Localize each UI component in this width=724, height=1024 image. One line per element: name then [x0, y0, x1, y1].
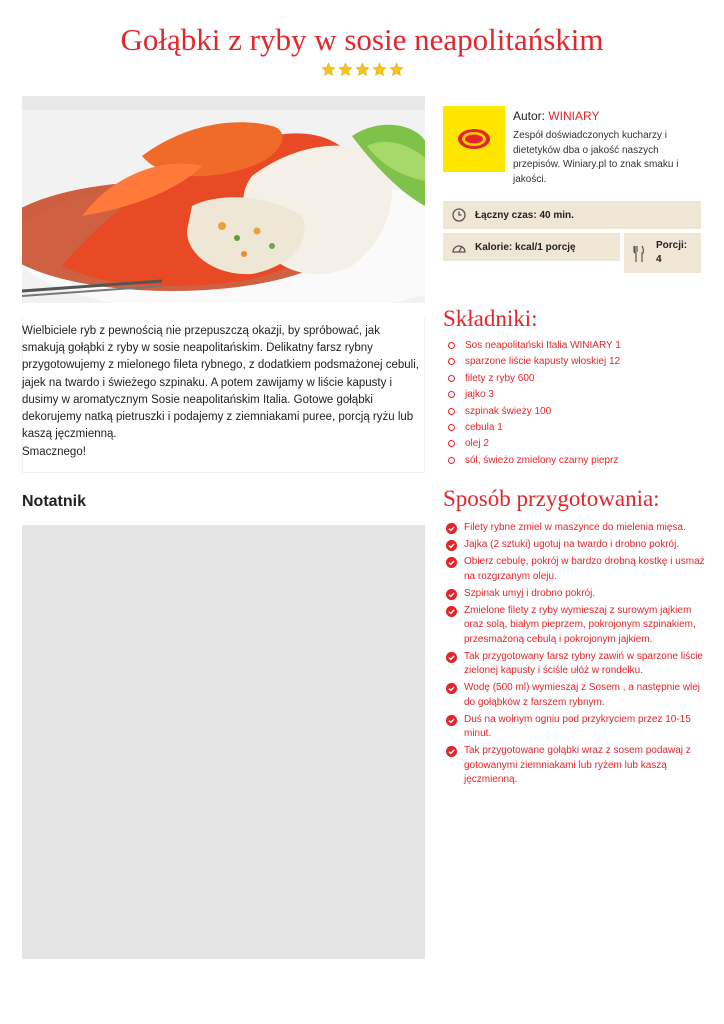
- check-circle-icon: [446, 746, 457, 757]
- step-text: Jajka (2 sztuki) ugotuj na twardo i drobno pokrój.: [464, 539, 680, 550]
- ingredient-item: [448, 373, 708, 389]
- star-icon: [338, 62, 353, 77]
- ingredient-text: sparzone liście kapusty włoskiej 12: [465, 356, 621, 368]
- notes-title: Notatnik: [22, 493, 86, 510]
- preparation-step: [446, 650, 706, 679]
- preparation-steps: [446, 521, 706, 790]
- author-line: [513, 109, 599, 123]
- preparation-step: [446, 538, 706, 553]
- preparation-step: [446, 587, 706, 602]
- ingredient-text: jajko 3: [465, 389, 494, 401]
- step-text: Obierz cebulę, pokrój w bardzo drobną kostkę i usmaż na rozgrzanym oleju.: [464, 556, 705, 582]
- portions-value: 4: [656, 254, 662, 265]
- recipe-title: Gołąbki z ryby w sosie neapolitańskim: [120, 22, 604, 57]
- author-section: [443, 106, 701, 188]
- preparation-step: [446, 555, 706, 584]
- ingredient-text: sól, świeżo zmielony czarny pieprz: [465, 454, 619, 466]
- step-text: Szpinak umyj i drobno pokrój.: [464, 587, 596, 599]
- circle-bullet-icon: [448, 375, 455, 382]
- check-circle-icon: [446, 540, 457, 551]
- star-icon: [372, 62, 387, 77]
- preparation-step: [446, 521, 706, 536]
- circle-bullet-icon: [448, 424, 455, 431]
- winiary-logo: [443, 106, 505, 172]
- check-circle-icon: [446, 557, 457, 568]
- cutlery-icon: [633, 245, 645, 263]
- ingredients-list: [448, 340, 708, 471]
- ingredient-item: [448, 389, 708, 405]
- circle-bullet-icon: [448, 457, 455, 464]
- ingredient-text: cebula 1: [465, 421, 503, 433]
- preparation-step: [446, 604, 706, 648]
- calories-label: Kalorie: kcal/1 porcję: [475, 242, 576, 253]
- step-text: Zmielone filety z ryby wymieszaj z surowym jajkiem oraz solą, białym pieprzem, pokrojonym szpinakiem, przesmażoną cebulą i pokrojonym jajkiem.: [464, 604, 696, 645]
- check-circle-icon: [446, 652, 457, 663]
- step-text: Filety rybne zmiel w maszynce do mielenia mięsa.: [464, 522, 686, 533]
- recipe-description: Wielbiciele ryb z pewnością nie przepuszczą okazji, by spróbować, jak smakują gołąbki z ryby w sosie neapolitańskim. Delikatny farsz rybny przygotowujemy z mielonego fileta rybnego, z dodatkiem podsmażonej cebuli, jajek na twardo i świeżego szpinaku. A potem zawijamy w liście kapusty i dusimy w aromatycznym Sosie neapolitańskim Italia. Gotowe gołąbki dekorujemy natką pietruszki i podajemy z ziemniakami puree, porcją ryżu lub kaszą jęczmienną.: [22, 325, 419, 441]
- step-text: Tak przygotowane gołąbki wraz z sosem podawaj z gotowanymi ziemniakami lub ryżem lub kaszą jęczmienną.: [464, 745, 691, 785]
- ingredient-item: [448, 356, 708, 372]
- ingredient-text: Sos neapolitański Italia WINIARY 1: [465, 340, 621, 351]
- circle-bullet-icon: [448, 440, 455, 447]
- recipe-photo: [22, 96, 425, 303]
- calories-box: [443, 233, 620, 261]
- preparation-step: [446, 713, 706, 742]
- check-circle-icon: [446, 523, 457, 534]
- portions-box: [624, 233, 701, 273]
- total-time-box: [443, 201, 701, 229]
- author-label: Autor:: [513, 109, 546, 123]
- ingredient-item: [448, 406, 708, 422]
- ingredient-item: [448, 455, 708, 471]
- circle-bullet-icon: [448, 342, 455, 349]
- clock-icon: [452, 208, 466, 222]
- star-icon: [321, 62, 336, 77]
- author-description: Zespół doświadczonych kucharzy i dietetyków dba o jakość naszych przepisów. Winiary.pl to znak smaku i jakości.: [513, 130, 679, 185]
- ingredient-item: [448, 438, 708, 454]
- preparation-step: [446, 681, 706, 710]
- preparation-step: [446, 744, 706, 788]
- ingredient-text: olej 2: [465, 438, 489, 450]
- star-icon: [389, 62, 404, 77]
- notes-area[interactable]: [22, 525, 425, 959]
- circle-bullet-icon: [448, 358, 455, 365]
- check-circle-icon: [446, 589, 457, 600]
- ingredient-text: filety z ryby 600: [465, 372, 535, 384]
- ingredient-item: [448, 340, 708, 356]
- circle-bullet-icon: [448, 391, 455, 398]
- step-text: Tak przygotowany farsz rybny zawiń w sparzone liście zielonej kapusty i ściśle ułóż w rondelku.: [464, 650, 703, 676]
- ingredient-item: [448, 422, 708, 438]
- total-time-label: Łączny czas: 40 min.: [475, 210, 574, 221]
- ingredients-title: Składniki:: [443, 306, 538, 331]
- star-icon: [355, 62, 370, 77]
- check-circle-icon: [446, 715, 457, 726]
- portions-label: Porcji:: [656, 240, 688, 251]
- check-circle-icon: [446, 683, 457, 694]
- circle-bullet-icon: [448, 408, 455, 415]
- author-name[interactable]: WINIARY: [548, 109, 600, 123]
- ingredient-text: szpinak świeży 100: [465, 405, 552, 417]
- preparation-title: Sposób przygotowania:: [443, 486, 660, 511]
- step-text: Duś na wolnym ogniu pod przykryciem przez 10-15 minut.: [464, 713, 691, 739]
- closing-text: Smacznego!: [22, 446, 86, 458]
- rating-stars: [0, 62, 724, 82]
- scale-icon: [451, 240, 467, 254]
- check-circle-icon: [446, 606, 457, 617]
- step-text: Wodę (500 ml) wymieszaj z Sosem , a następnie wlej do gołąbków z farszem rybnym.: [464, 682, 701, 708]
